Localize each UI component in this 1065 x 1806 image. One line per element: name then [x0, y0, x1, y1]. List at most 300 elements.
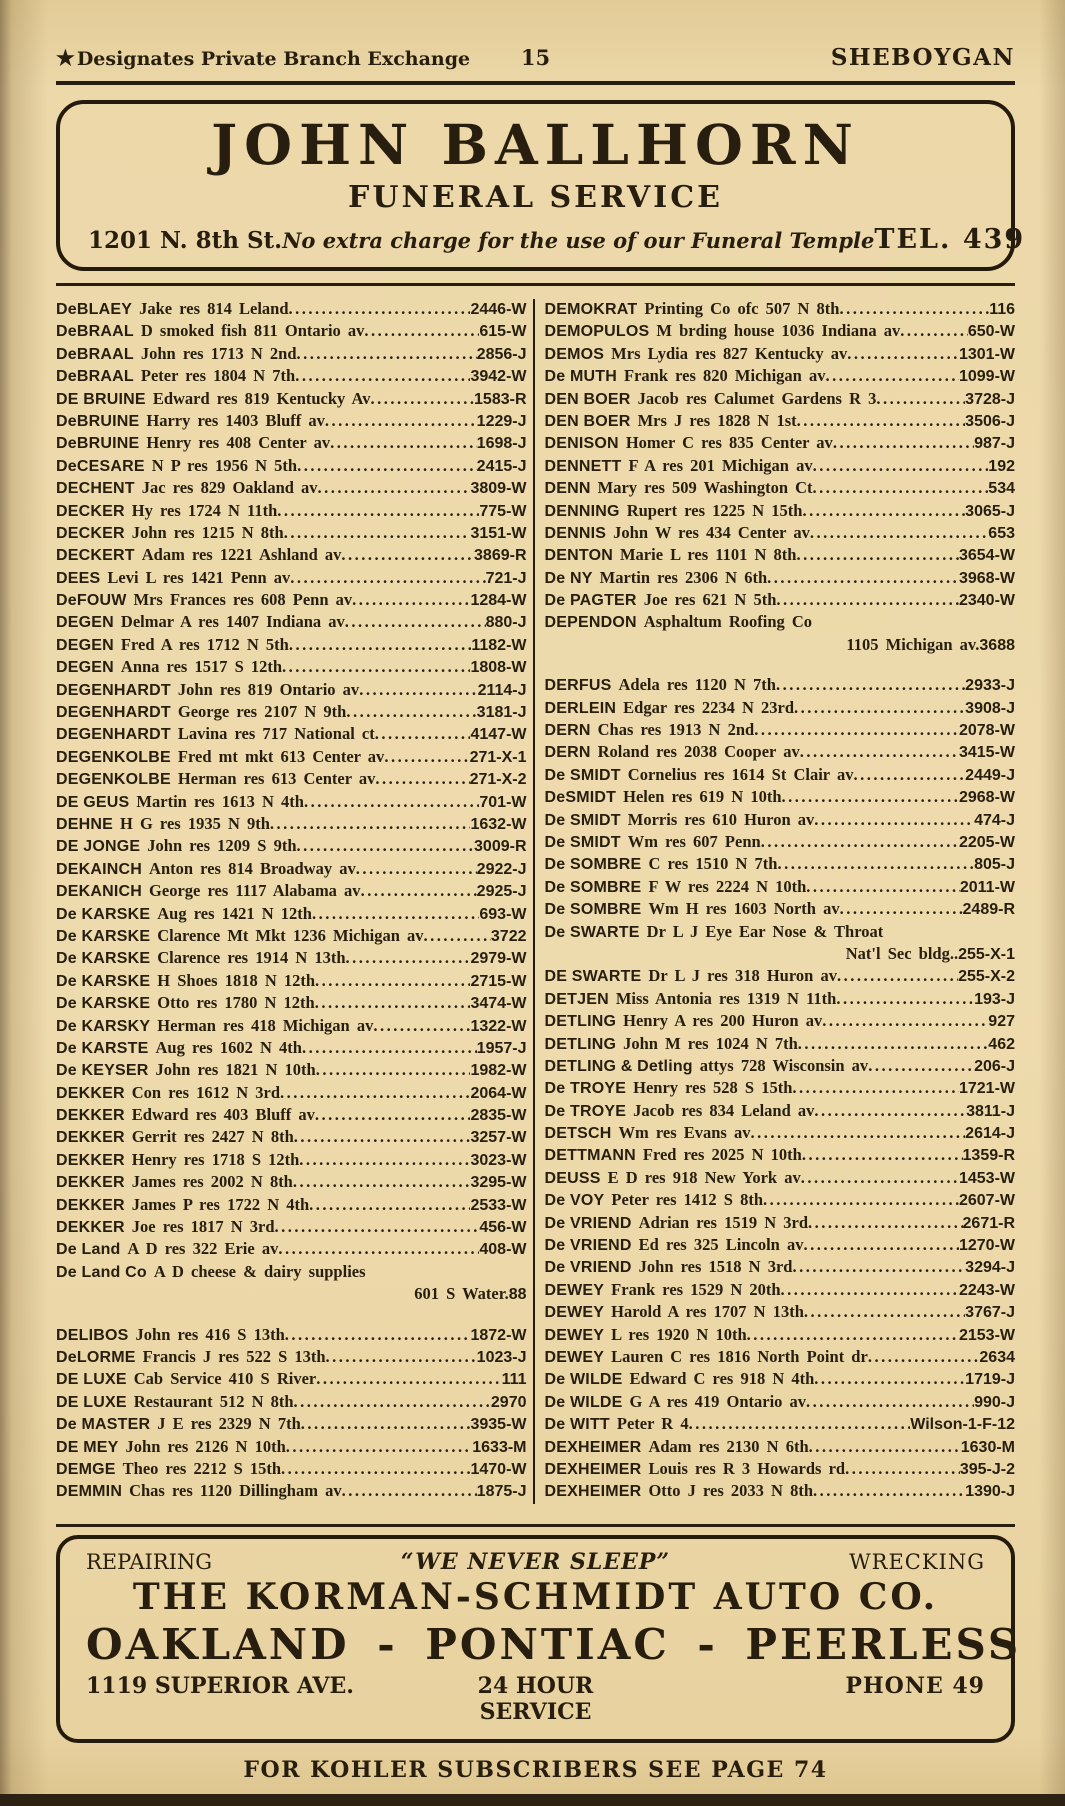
auto-ad-box [56, 1535, 1022, 1743]
dot-leader [754, 720, 959, 740]
entry-phone: 1633-M [472, 1438, 527, 1456]
entry-detail: Frank res 820 Michigan av [624, 366, 826, 386]
dot-leader [900, 321, 968, 341]
entry-detail: Dr L J res 318 Huron av [648, 966, 837, 986]
entry-phone: 3257-W [470, 1129, 527, 1147]
directory-entry [545, 1280, 1016, 1302]
entry-detail: Henry res 528 S 15th [633, 1078, 793, 1098]
directory-entry [56, 1172, 527, 1194]
entry-phone: 653 [988, 524, 1015, 542]
directory-entry [56, 881, 527, 903]
dot-leader [802, 1145, 963, 1165]
directory-entry [56, 389, 527, 411]
directory-entry [545, 433, 1016, 455]
directory-entry [545, 478, 1016, 500]
entry-name: DE GEUS [56, 793, 130, 811]
dot-leader [295, 366, 470, 386]
entry-detail: Homer C res 835 Center av [625, 433, 833, 453]
directory-entry [56, 1369, 527, 1391]
entry-name: DETTMANN [544, 1147, 636, 1165]
directory-entry [545, 1235, 1016, 1257]
funeral-ad-box [56, 100, 1026, 271]
entry-detail: D smoked fish 811 Ontario av [140, 321, 365, 341]
directory-entry [545, 1101, 1016, 1123]
directory-entry [545, 590, 1016, 612]
entry-detail: Harold A res 1707 N 13th [611, 1302, 804, 1322]
directory-column-right [535, 299, 1016, 1504]
directory-entry [545, 1190, 1016, 1212]
dot-leader [802, 501, 965, 521]
entry-phone: 456-W [479, 1219, 527, 1237]
entry-phone: 990-J [974, 1393, 1015, 1411]
entry-detail: Fred res 2025 N 10th [642, 1145, 802, 1165]
entry-name: De KARSKE [56, 927, 151, 945]
entry-detail: John res 2126 N 10th [125, 1436, 286, 1456]
directory-entry [545, 299, 1016, 321]
directory-entry [545, 1078, 1016, 1100]
entry-detail: Mrs Lydia res 827 Kentucky av [611, 343, 848, 363]
directory-entry [56, 568, 527, 590]
entry-detail: Nat'l Sec bldg.. [845, 943, 959, 963]
entry-detail: Wm res Evans av [618, 1123, 751, 1143]
dot-leader [808, 1213, 962, 1233]
directory-entry [545, 389, 1016, 411]
dot-leader [290, 568, 485, 588]
dot-leader [776, 590, 959, 610]
entry-name: DeBRAAL [56, 368, 134, 386]
entry-detail: Jacob res 834 Leland av [633, 1100, 815, 1120]
directory-entry [56, 971, 527, 993]
entry-name: De KARSKE [56, 995, 151, 1013]
entry-phone: 1270-W [958, 1237, 1015, 1255]
directory-entry [56, 680, 527, 702]
entry-phone: 534 [988, 480, 1015, 498]
entry-detail: Adrian res 1519 N 3rd [638, 1212, 809, 1232]
entry-detail: John res 1209 S 9th [147, 836, 297, 856]
entry-detail: John res 1518 N 3rd [638, 1257, 793, 1277]
entry-phone: 1808-W [470, 659, 527, 677]
entry-phone: 395-J-2 [959, 1460, 1015, 1478]
entry-detail: Edward res 403 Bluff av [131, 1105, 315, 1125]
entry-phone: 2489-R [962, 901, 1015, 919]
entry-detail: 1105 Michigan av. [846, 634, 980, 654]
entry-detail: Levi L res 1421 Penn av [107, 567, 291, 587]
funeral-ad-name: JOHN BALLHORN [211, 112, 860, 177]
entry-detail: G A res 419 Ontario av [629, 1391, 807, 1411]
dot-leader [346, 702, 476, 722]
directory-entry [56, 1262, 527, 1284]
auto-ad-brands: OAKLAND - PONTIAC - PEERLESS [86, 1619, 1022, 1669]
directory-entry [545, 922, 1016, 944]
entry-phone: 1359-R [962, 1147, 1015, 1165]
entry-detail: John res 1713 N 2nd [140, 343, 297, 363]
directory-entry [545, 1392, 1016, 1414]
entry-phone: 1099-W [958, 368, 1015, 386]
entry-name: DEKKER [56, 1107, 125, 1125]
directory-entry [545, 1213, 1016, 1235]
entry-name: DE MEY [56, 1438, 119, 1456]
dot-leader [294, 1392, 491, 1412]
directory-entry [545, 366, 1016, 388]
directory-entry [545, 966, 1016, 988]
entry-phone: 701-W [479, 793, 527, 811]
entry-phone: 987-J [974, 435, 1015, 453]
directory-entry [56, 1127, 527, 1149]
dot-leader [806, 877, 960, 897]
entry-name: DEGENHARDT [56, 726, 171, 744]
entry-detail: Louis res R 3 Howards rd [648, 1458, 846, 1478]
directory-entry [56, 769, 527, 791]
entry-name: DENNETT [544, 457, 622, 475]
dot-leader [836, 989, 974, 1009]
entry-phone: 1583-R [474, 390, 527, 408]
directory-entry [545, 832, 1016, 854]
entry-name: De PAGTER [544, 592, 637, 610]
entry-detail: attys 728 Wisconsin av [699, 1055, 869, 1075]
entry-phone: 3295-W [470, 1174, 527, 1192]
entry-name: De NY [544, 569, 593, 587]
directory-entry [545, 411, 1016, 433]
entry-name: De KARSKY [56, 1017, 151, 1035]
directory-entry [545, 456, 1016, 478]
directory-entry [545, 1168, 1016, 1190]
entry-phone: 206-J [974, 1057, 1015, 1075]
directory-entry [545, 1056, 1016, 1078]
entry-name: DEMOKRAT [544, 301, 638, 318]
dot-leader [814, 810, 974, 830]
page-number: 15 [520, 45, 551, 70]
entry-name: DEPENDON [544, 614, 637, 632]
directory-entry [56, 590, 527, 612]
dot-leader [330, 433, 477, 453]
entry-detail: Frank res 1529 N 20th [611, 1279, 781, 1299]
entry-detail: John res 1821 N 10th [155, 1060, 316, 1080]
entry-name: DeBRAAL [56, 323, 134, 341]
entry-detail: Martin res 2306 N 6th [599, 567, 768, 587]
entry-name: DE LUXE [56, 1371, 127, 1389]
entry-detail: Jac res 829 Oakland av [141, 478, 318, 498]
entry-detail: Rupert res 1225 N 15th [626, 500, 803, 520]
entry-name: DEXHEIMER [544, 1460, 642, 1478]
directory-entry [56, 814, 527, 836]
dot-leader [359, 680, 477, 700]
entry-detail: John res 1215 N 8th [131, 522, 284, 542]
entry-detail: E D res 918 New York av [607, 1167, 801, 1187]
dot-leader [356, 859, 477, 879]
entry-phone: 3009-R [474, 838, 527, 856]
entry-phone: 1982-W [470, 1062, 527, 1080]
entry-detail: Adam res 1221 Ashland av [141, 545, 342, 565]
entry-detail: A D cheese & dairy supplies [153, 1261, 366, 1281]
entry-name: DEWEY [544, 1348, 605, 1366]
dot-leader [876, 389, 965, 409]
entry-name: DENNIS [544, 524, 607, 542]
entry-name: DENN [544, 480, 591, 498]
dot-leader [309, 1195, 470, 1215]
dot-leader [315, 971, 470, 991]
entry-name: De SWARTE [544, 923, 640, 941]
directory-entry [545, 1481, 1016, 1503]
entry-name: DETJEN [544, 990, 609, 1008]
directory-entry [545, 989, 1016, 1011]
dot-leader [289, 635, 472, 655]
entry-phone: 111 [501, 1371, 527, 1389]
entry-detail: Ed res 325 Lincoln av [638, 1235, 804, 1255]
entry-name: De VOY [544, 1192, 605, 1210]
entry-name: DEXHEIMER [544, 1438, 642, 1456]
dot-leader [803, 1235, 959, 1255]
entry-detail: John res 819 Ontario av [177, 679, 360, 699]
entry-name: DENNING [544, 502, 620, 520]
entry-name: DETSCH [544, 1125, 612, 1143]
dot-leader [342, 1481, 477, 1501]
directory-entry [545, 1437, 1016, 1459]
entry-phone: 3294-J [965, 1259, 1015, 1277]
dot-leader [782, 787, 959, 807]
directory-entry [56, 299, 527, 321]
entry-name: DEWEY [544, 1281, 605, 1299]
entry-detail: Jake res 814 Leland [139, 299, 289, 318]
dot-leader [781, 1280, 959, 1300]
pbx-note [56, 45, 521, 70]
entry-phone: 1301-W [958, 345, 1015, 363]
entry-phone: 775-W [479, 502, 527, 520]
directory-entry [545, 698, 1016, 720]
entry-phone: 2979-W [470, 950, 527, 968]
entry-name: DETLING [544, 1013, 617, 1031]
city-name: SHEBOYGAN [830, 44, 1016, 71]
entry-detail: Cornelius res 1614 St Clair av [627, 764, 854, 784]
entry-detail: Harry res 1403 Bluff av [146, 410, 325, 430]
directory-entry [545, 1011, 1016, 1033]
entry-name: De KEYSER [56, 1062, 149, 1080]
dot-leader [798, 1034, 989, 1054]
entry-detail: Peter res 1412 S 8th [611, 1190, 764, 1210]
dot-leader [294, 1127, 471, 1147]
entry-name: DERN [544, 744, 591, 762]
directory-entry [545, 1145, 1016, 1167]
entry-name: De SOMBRE [544, 901, 642, 919]
auto-ad-slogan: “WE NEVER SLEEP” [400, 1548, 671, 1575]
entry-phone: 2449-J [965, 766, 1015, 784]
entry-name: De Land Co [56, 1263, 147, 1281]
entry-name: De WITT [544, 1416, 610, 1434]
entry-name: DEKKER [56, 1129, 125, 1147]
entry-name: DE BRUINE [56, 390, 146, 408]
entry-detail: Mrs Frances res 608 Penn av [133, 590, 353, 610]
dot-leader [813, 1481, 965, 1501]
entry-phone: 2922-J [476, 860, 527, 878]
entry-detail: Aug res 1602 N 4th [155, 1037, 302, 1057]
entry-name: DECKER [56, 502, 125, 520]
directory-entry [56, 904, 527, 926]
entry-detail: Edgar res 2234 N 23rd [623, 697, 795, 717]
entry-name: De WILDE [544, 1371, 623, 1389]
entry-phone: 2243-W [958, 1281, 1015, 1299]
entry-name: DEGEN [56, 614, 114, 632]
directory-entry [56, 1414, 527, 1436]
entry-phone: 3506-J [965, 412, 1015, 430]
entry-name: DEES [56, 569, 101, 587]
entry-phone: 2614-J [965, 1125, 1015, 1143]
entry-phone: 2671-R [962, 1214, 1015, 1232]
header-rule [56, 81, 1015, 85]
dot-leader [796, 545, 959, 565]
dot-leader [293, 1172, 471, 1192]
entry-name: DEWEY [544, 1304, 605, 1322]
dot-leader [868, 1347, 980, 1367]
entry-phone: 192 [988, 457, 1015, 475]
entry-phone: 2064-W [470, 1084, 527, 1102]
entry-detail: H G res 1935 N 9th [120, 813, 270, 833]
directory-entry [56, 1392, 527, 1414]
entry-name: DeFOUW [56, 592, 127, 610]
entry-name: DERLEIN [544, 699, 617, 717]
directory-entry [56, 433, 527, 455]
entry-detail: John res 416 S 13th [135, 1324, 285, 1344]
dot-leader [813, 456, 989, 476]
entry-name: DECHENT [56, 480, 135, 498]
entry-phone: 1453-W [958, 1169, 1015, 1187]
entry-phone: 1470-W [470, 1460, 527, 1478]
entry-phone: 3023-W [470, 1151, 527, 1169]
directory-entry [56, 1325, 527, 1347]
directory-entry [545, 545, 1016, 567]
directory-entry [56, 523, 527, 545]
entry-phone: 1023-J [476, 1348, 527, 1366]
dot-leader [825, 366, 959, 386]
directory-entry [56, 1060, 527, 1082]
entry-phone: 1872-W [470, 1326, 527, 1344]
entry-detail: Herman res 613 Center av [177, 769, 376, 789]
entry-name: DELIBOS [56, 1326, 129, 1344]
dot-leader [809, 1437, 961, 1457]
dot-leader [318, 478, 471, 498]
directory-entry [545, 720, 1016, 742]
entry-name: DECKER [56, 524, 125, 542]
directory-entry [56, 1195, 527, 1217]
entry-name: DEHNE [56, 815, 114, 833]
entry-detail: Printing Co ofc 507 N 8th [644, 299, 840, 318]
entry-detail: James P res 1722 N 4th [131, 1194, 310, 1214]
entry-phone: 1719-J [965, 1371, 1015, 1389]
entry-detail: Aug res 1421 N 12th [157, 903, 312, 923]
directory-entry [545, 877, 1016, 899]
dot-leader [352, 590, 470, 610]
entry-phone: 3767-J [965, 1304, 1015, 1322]
directory-entry [545, 612, 1016, 634]
directory-entry [56, 1284, 527, 1306]
dot-leader [312, 904, 479, 924]
directory-entry [56, 993, 527, 1015]
entry-phone: 2533-W [470, 1196, 527, 1214]
entry-phone: 693-W [479, 905, 527, 923]
entry-phone: 255-X-2 [958, 968, 1015, 986]
entry-name: De WILDE [544, 1393, 623, 1411]
entry-phone: 3688 [979, 636, 1015, 654]
entry-phone: Wilson-1-F-12 [910, 1416, 1015, 1434]
directory-entry [545, 854, 1016, 876]
entry-phone: 3869-R [474, 547, 527, 565]
entry-phone: 2835-W [470, 1107, 527, 1125]
directory-entry [56, 1083, 527, 1105]
entry-name: DE LUXE [56, 1393, 127, 1411]
directory-entry [56, 836, 527, 858]
dot-leader [845, 1459, 960, 1479]
dot-leader [424, 926, 491, 946]
directory-entry [545, 523, 1016, 545]
entry-detail: Anton res 814 Broadway av [149, 858, 356, 878]
entry-phone: 271-X-1 [469, 748, 527, 766]
entry-detail: Joe res 621 N 5th [643, 590, 777, 610]
entry-name: DEMOPULOS [544, 323, 650, 341]
directory-entry [56, 612, 527, 634]
entry-phone: 3474-W [470, 995, 527, 1013]
dot-leader [800, 742, 959, 762]
directory-entry [56, 411, 527, 433]
entry-name: DEGEN [56, 659, 114, 677]
entry-phone: 805-J [974, 856, 1015, 874]
directory-entry [545, 1414, 1016, 1436]
directory-entry [545, 1369, 1016, 1391]
entry-phone: 271-X-2 [469, 771, 527, 789]
entry-detail: Cab Service 410 S River [133, 1369, 317, 1389]
entry-name: DeBLAEY [56, 301, 133, 318]
entry-detail: Gerrit res 2427 N 8th [131, 1127, 294, 1147]
entry-name: DE SWARTE [544, 968, 642, 986]
entry-name: De Land [56, 1241, 121, 1259]
entry-detail: Mrs J res 1828 N 1st [637, 410, 797, 430]
dot-leader [280, 1083, 470, 1103]
entry-name: DEGENKOLBE [56, 748, 171, 766]
entry-detail: N P res 1956 N 5th [151, 455, 298, 475]
dot-leader [853, 765, 965, 785]
entry-phone: 255-X-1 [958, 945, 1015, 963]
funeral-ad-phone: TEL. 439 [874, 224, 1026, 255]
directory-entry [56, 747, 527, 769]
dot-leader [833, 433, 974, 453]
directory-entry [545, 344, 1016, 366]
directory-entry [545, 742, 1016, 764]
entry-phone: 2715-W [470, 972, 527, 990]
dot-leader [361, 881, 477, 901]
entry-name: De SMIDT [544, 766, 621, 784]
entry-name: De VRIEND [544, 1259, 632, 1277]
entry-name: DENTON [544, 547, 613, 565]
dot-leader [822, 1011, 988, 1031]
dot-leader [837, 966, 958, 986]
entry-phone: 2856-J [476, 345, 527, 363]
entry-name: DEKKER [56, 1219, 125, 1237]
directory-entry [545, 787, 1016, 809]
entry-name: DETLING [544, 1035, 617, 1053]
dot-leader [777, 854, 974, 874]
auto-ad-wrecking: WRECKING [849, 1549, 985, 1574]
directory-entry [56, 344, 527, 366]
entry-name: DEKANICH [56, 883, 143, 901]
entry-name: DeBRUINE [56, 412, 140, 430]
entry-phone: 474-J [974, 811, 1015, 829]
entry-phone: 3151-W [470, 524, 527, 542]
entry-phone: 116 [989, 301, 1015, 318]
dot-leader [373, 1016, 470, 1036]
entry-detail: Lauren C res 1816 North Point dr [611, 1346, 868, 1366]
entry-phone: 2925-J [476, 883, 527, 901]
directory-entry [56, 1038, 527, 1060]
entry-phone: 2415-J [476, 457, 527, 475]
entry-name: DERN [544, 722, 591, 740]
entry-detail: Peter res 1804 N 7th [140, 366, 296, 386]
